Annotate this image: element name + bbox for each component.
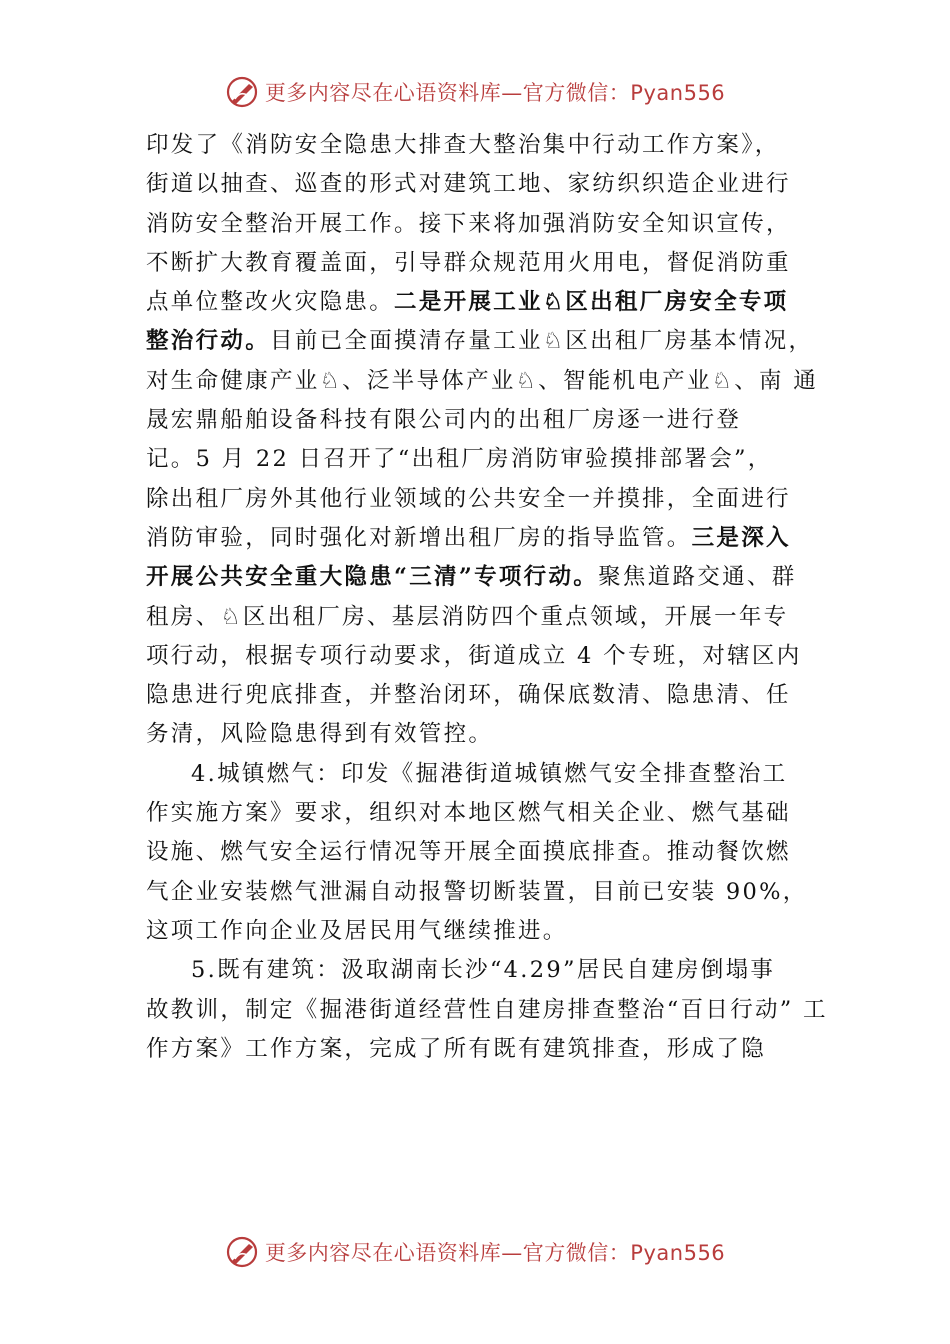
bold-heading-text: 开展公共安全重大隐患“三清”专项行动。 bbox=[146, 564, 599, 591]
body-text: 务清，风险隐患得到有效管控。 bbox=[146, 721, 494, 748]
body-line bbox=[146, 165, 826, 204]
body-line bbox=[146, 598, 826, 637]
pen-logo-icon bbox=[225, 75, 259, 109]
body-line bbox=[146, 991, 826, 1030]
body-line bbox=[146, 794, 826, 833]
banner-text: 更多内容尽在心语资料库—官方微信：Pyan556 bbox=[264, 1241, 726, 1265]
body-text: 晟宏鼎船舶设备科技有限公司内的出租厂房逐一进行登 bbox=[146, 407, 742, 434]
body-line bbox=[146, 637, 826, 676]
body-line bbox=[146, 362, 826, 401]
body-line bbox=[146, 558, 826, 597]
bold-heading-text: 三是深入 bbox=[691, 524, 791, 551]
body-line bbox=[146, 126, 826, 165]
body-text: 记。5 月 22 日召开了“出租厂房消防审验摸排部署会”， bbox=[146, 446, 773, 473]
body-line bbox=[146, 480, 826, 519]
body-line bbox=[146, 676, 826, 715]
body-text: 消防审验，同时强化对新增出租厂房的指导监管。 bbox=[146, 524, 692, 551]
body-text: 租房、♘区出租厂房、基层消防四个重点领域，开展一年专 bbox=[146, 603, 789, 630]
body-text: 项行动，根据专项行动要求，街道成立 4 个专班，对辖区内 bbox=[146, 642, 802, 669]
body-text: 街道以抽查、巡查的形式对建筑工地、家纺织织造企业进行 bbox=[146, 171, 791, 198]
body-text: 印发了《消防安全隐患大排查大整治集中行动工作方案》， bbox=[146, 132, 780, 158]
body-line bbox=[146, 873, 826, 912]
body-line bbox=[146, 1030, 826, 1069]
body-line bbox=[146, 244, 826, 283]
body-line bbox=[146, 322, 826, 361]
body-text: 气企业安装燃气泄漏自动报警切断装置，目前已安装 90%， bbox=[146, 878, 808, 905]
footer-banner bbox=[0, 1232, 950, 1272]
body-text: 不断扩大教育覆盖面，引导群众规范用火用电，督促消防重 bbox=[146, 249, 791, 276]
document-body bbox=[146, 126, 826, 1069]
body-text: 这项工作向企业及居民用气继续推进。 bbox=[146, 917, 568, 944]
body-line bbox=[146, 951, 826, 990]
body-line bbox=[146, 715, 826, 754]
banner-text: 更多内容尽在心语资料库—官方微信：Pyan556 bbox=[264, 81, 726, 105]
bold-heading-text: 二是开展工业♘区出租厂房安全专项 bbox=[394, 289, 789, 316]
body-text: 作方案》工作方案，完成了所有既有建筑排查，形成了隐 bbox=[146, 1035, 767, 1062]
body-text: 隐患进行兜底排查，并整治闭环，确保底数清、隐患清、任 bbox=[146, 682, 791, 709]
body-line bbox=[146, 912, 826, 951]
body-text: 对生命健康产业♘、泛半导体产业♘、智能机电产业♘、南 通 bbox=[146, 367, 819, 394]
body-line bbox=[146, 755, 826, 794]
body-text: 消防安全整治开展工作。接下来将加强消防安全知识宣传， bbox=[146, 210, 791, 237]
body-text: 点单位整改火灾隐患。 bbox=[146, 289, 395, 316]
body-text: 作实施方案》要求，组织对本地区燃气相关企业、燃气基础 bbox=[146, 800, 791, 827]
body-line bbox=[146, 440, 826, 479]
bold-heading-text: 整治行动。 bbox=[146, 328, 271, 355]
body-text: 5.既有建筑：汲取湖南长沙“4.29”居民自建房倒塌事 bbox=[191, 957, 776, 984]
body-text: 除出租厂房外其他行业领域的公共安全一并摸排，全面进行 bbox=[146, 485, 791, 512]
body-line bbox=[146, 205, 826, 244]
body-line bbox=[146, 401, 826, 440]
body-line bbox=[146, 519, 826, 558]
body-text: 设施、燃气安全运行情况等开展全面摸底排查。推动餐饮燃 bbox=[146, 839, 791, 866]
header-banner bbox=[0, 72, 950, 112]
body-text: 聚焦道路交通、群 bbox=[598, 564, 797, 591]
body-line bbox=[146, 283, 826, 322]
body-text: 目前已全面摸清存量工业♘区出租厂房基本情况， bbox=[270, 328, 814, 355]
body-line bbox=[146, 833, 826, 872]
body-text: 故教训，制定《掘港街道经营性自建房排查整治“百日行动” 工 bbox=[146, 996, 828, 1023]
pen-logo-icon bbox=[225, 1235, 259, 1269]
body-text: 4.城镇燃气：印发《掘港街道城镇燃气安全排查整治工 bbox=[191, 760, 788, 787]
